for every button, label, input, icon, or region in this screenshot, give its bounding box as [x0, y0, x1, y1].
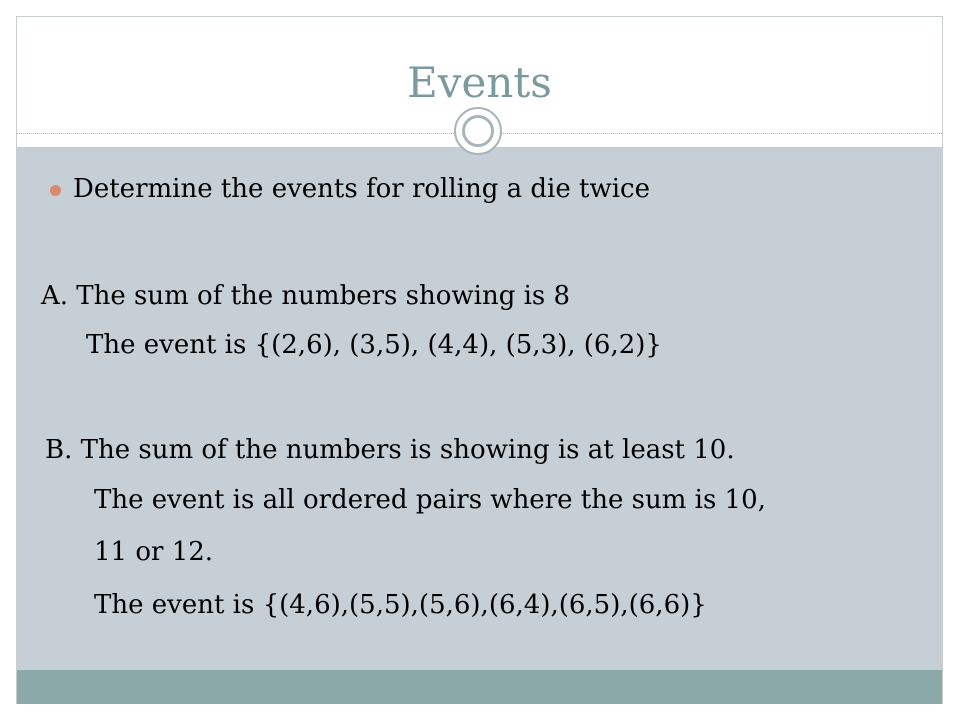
footer-bar [17, 670, 942, 704]
bullet-dot-icon [50, 185, 61, 196]
line-b-description-cont: 11 or 12. [94, 537, 214, 567]
line-b-heading: B. The sum of the numbers is showing is at least 10. [45, 435, 735, 465]
circle-ornament-inner [462, 115, 494, 147]
line-b-description: The event is all ordered pairs where the sum is 10, [94, 485, 766, 515]
slide-title: Events [407, 58, 552, 107]
line-a-heading: A. The sum of the numbers showing is 8 [41, 281, 571, 311]
bullet-text: Determine the events for rolling a die twice [73, 174, 650, 204]
line-a-event: The event is {(2,6), (3,5), (4,4), (5,3), (6,2)} [86, 330, 662, 360]
line-b-event: The event is {(4,6),(5,5),(5,6),(6,4),(6,5),(6,6)} [94, 590, 707, 620]
circle-ornament-icon [454, 107, 502, 155]
